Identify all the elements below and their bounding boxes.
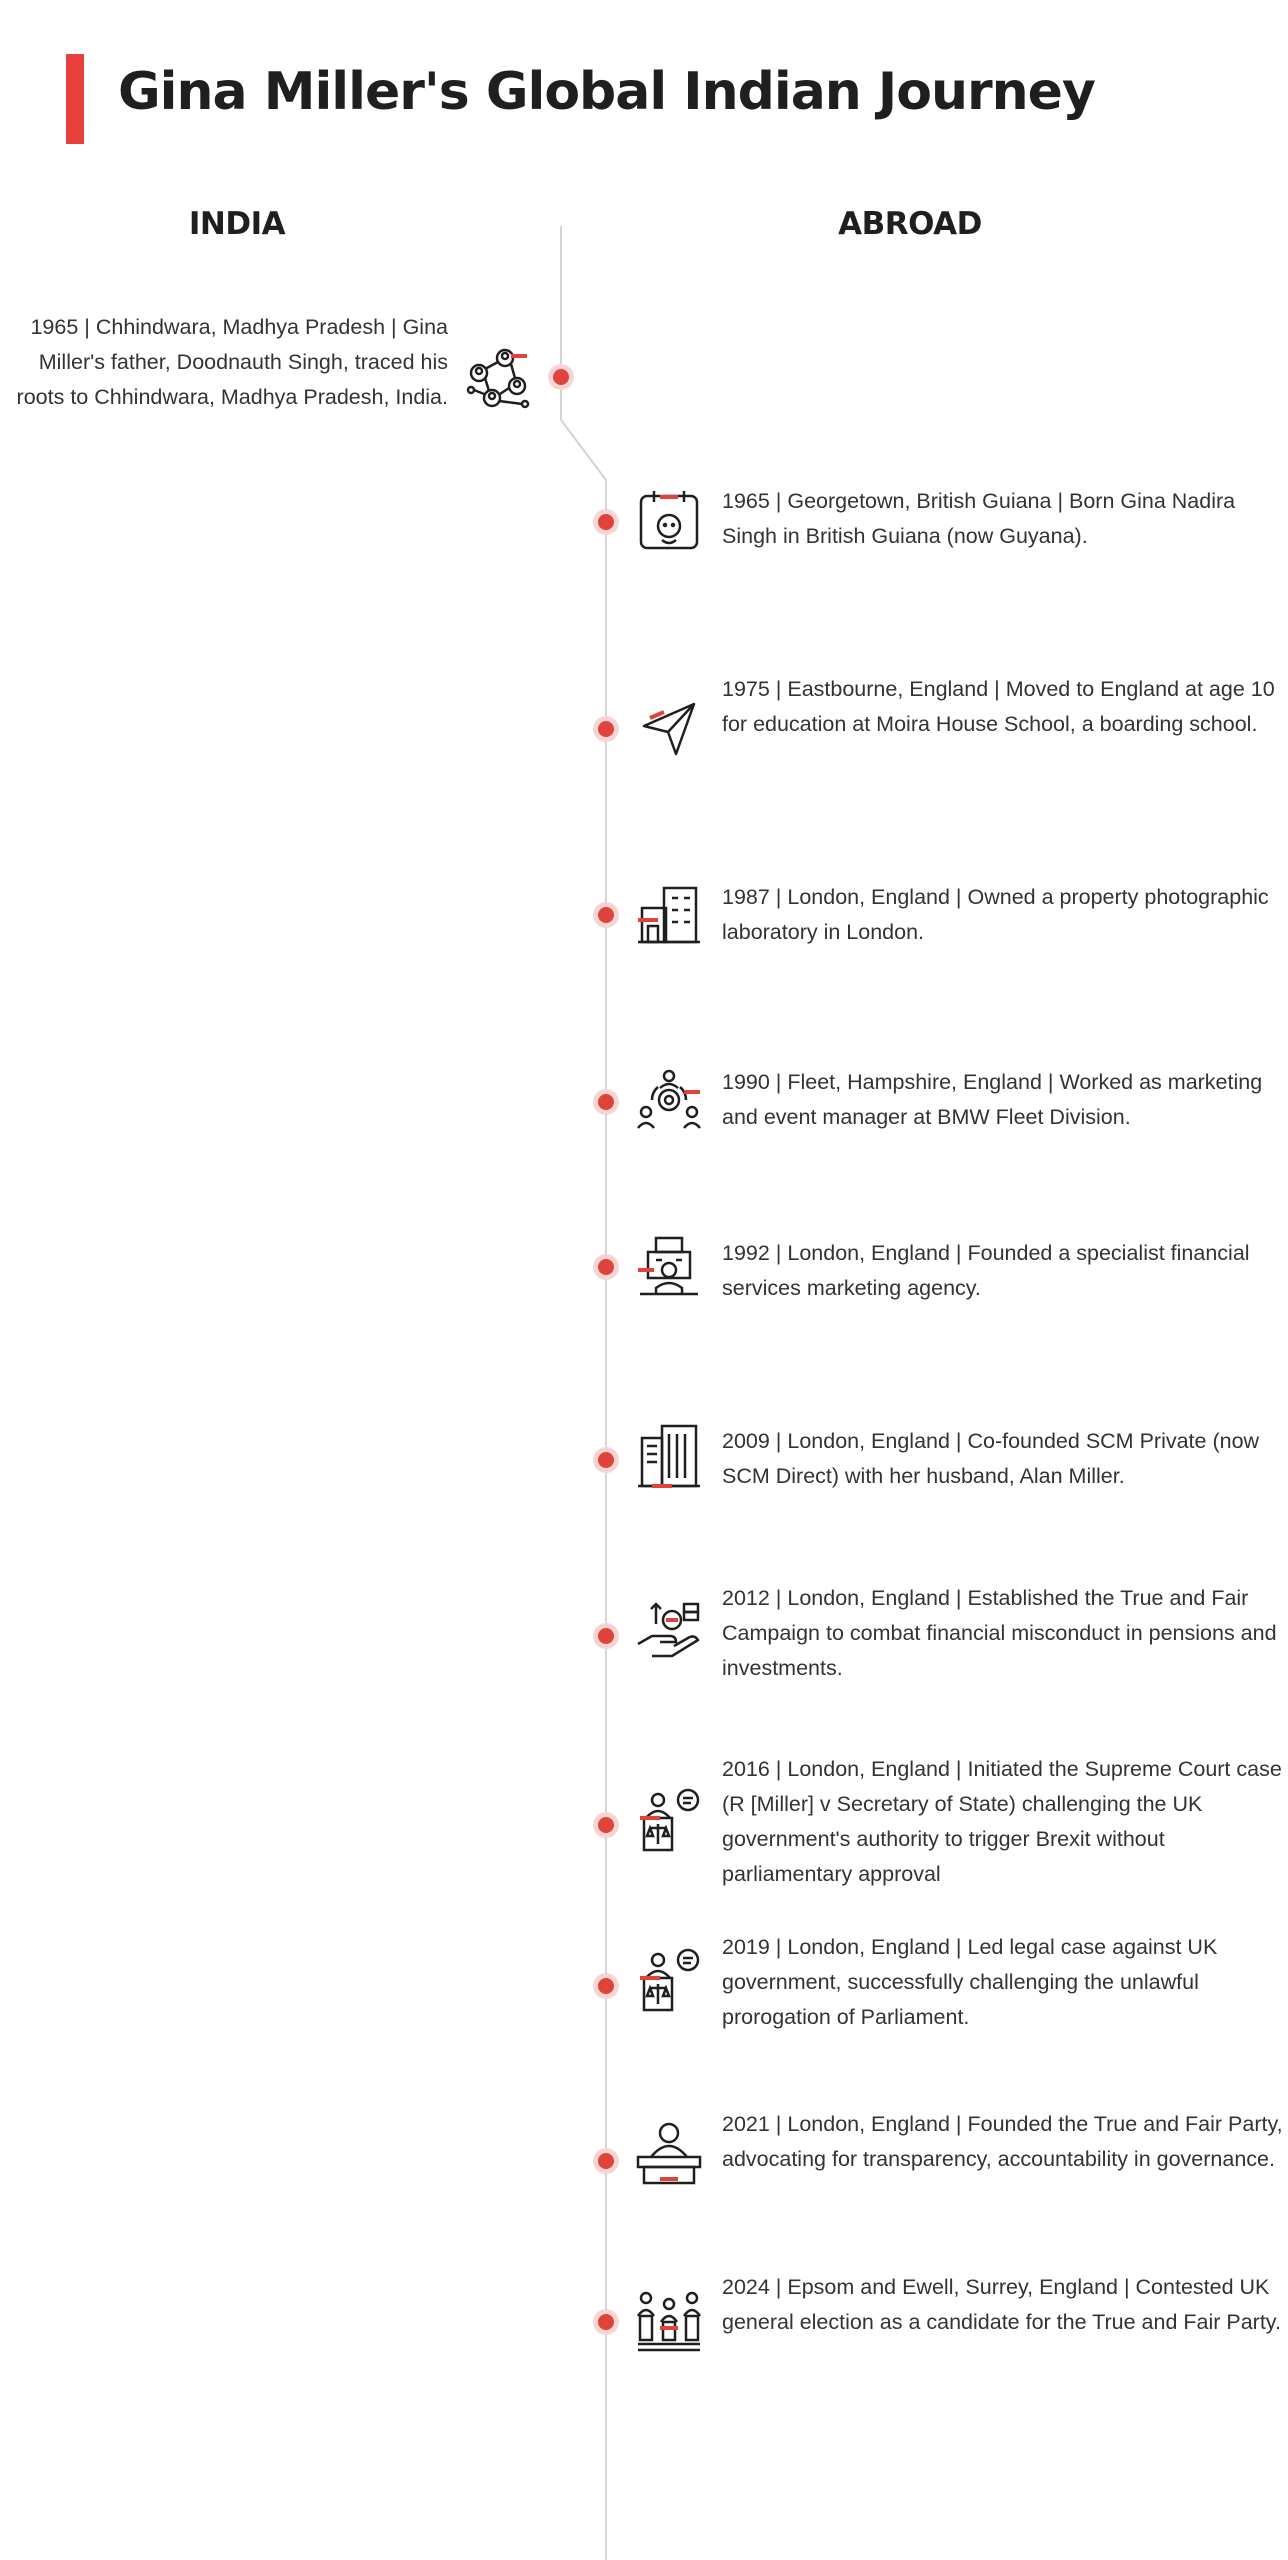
event-text: 2012 | London, England | Established the True and Fair Campaign to combat financial misconduct in pensions and investments. xyxy=(722,1586,1277,1680)
timeline-dot xyxy=(598,1259,614,1275)
buildings-icon xyxy=(636,882,702,948)
timeline-dot xyxy=(598,1094,614,1110)
event-text: 1965 | Georgetown, British Guiana | Born Gina Nadira Singh in British Guiana (now Guyana). xyxy=(722,489,1236,548)
network-people-icon xyxy=(465,346,531,412)
event-text: 2021 | London, England | Founded the True and Fair Party, advocating for transparency, accountability in governance. xyxy=(722,2112,1283,2171)
page-title: Gina Miller's Global Indian Journey xyxy=(118,62,1095,122)
court-speaker-icon xyxy=(636,1790,702,1856)
event-text: 2009 | London, England | Co-founded SCM Private (now SCM Direct) with her husband, Alan Miller. xyxy=(722,1429,1260,1488)
event-text: 2024 | Epsom and Ewell, Surrey, England | Contested UK general election as a candidate for the True and Fair Party. xyxy=(722,2275,1281,2334)
timeline-dot xyxy=(598,2153,614,2169)
event-text: 1965 | Chhindwara, Madhya Pradesh | Gina Miller's father, Doodnauth Singh, traced his roots to Chhindwara, Madhya Pradesh, India. xyxy=(16,315,448,409)
team-gear-icon xyxy=(636,1068,702,1134)
politician-desk-icon xyxy=(636,2121,702,2187)
event-text: 2016 | London, England | Initiated the Supreme Court case (R [Miller] v Secretary of State) challenging the UK government's authority to trigger Brexit without parliamentary approval xyxy=(722,1757,1282,1886)
title-accent-bar xyxy=(66,54,84,144)
timeline-dot xyxy=(598,1452,614,1468)
timeline-dot xyxy=(598,721,614,737)
timeline-dot xyxy=(598,2314,614,2330)
agency-building-icon xyxy=(636,1234,702,1300)
skyscrapers-icon xyxy=(636,1422,702,1488)
election-candidates-icon xyxy=(636,2288,702,2354)
timeline-dot xyxy=(598,907,614,923)
timeline-dot xyxy=(598,514,614,530)
timeline-dot xyxy=(598,1978,614,1994)
calendar-baby-icon xyxy=(636,488,702,554)
event-text: 1975 | Eastbourne, England | Moved to England at age 10 for education at Moira House School, a boarding school. xyxy=(722,677,1275,736)
india-column-header: INDIA xyxy=(188,206,286,242)
timeline-dot xyxy=(598,1817,614,1833)
event-text: 1992 | London, England | Founded a specialist financial services marketing agency. xyxy=(722,1241,1250,1300)
event-text: 1990 | Fleet, Hampshire, England | Worked as marketing and event manager at BMW Fleet Division. xyxy=(722,1070,1263,1129)
timeline-dot xyxy=(553,369,569,385)
paper-plane-icon xyxy=(636,696,702,762)
timeline-dot xyxy=(598,1628,614,1644)
event-text: 2019 | London, England | Led legal case against UK government, successfully challenging the unlawful prorogation of Parliament. xyxy=(722,1935,1218,2029)
court-speaker-icon xyxy=(636,1950,702,2016)
abroad-column-header: ABROAD xyxy=(838,206,982,242)
event-text: 1987 | London, England | Owned a property photographic laboratory in London. xyxy=(722,885,1269,944)
hand-money-icon xyxy=(636,1598,702,1664)
